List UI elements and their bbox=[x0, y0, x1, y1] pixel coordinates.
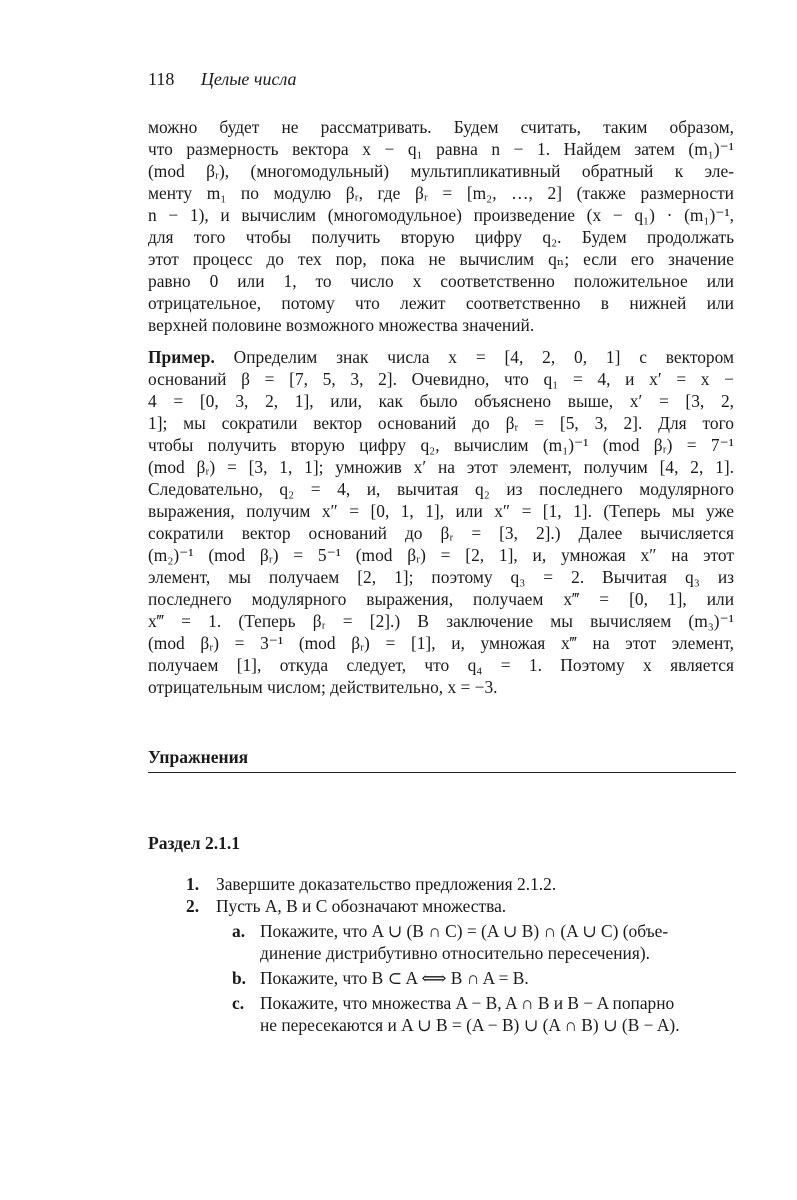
text-line: получаем [1], откуда следует, что q₄ = 1. Поэтому x является bbox=[148, 655, 734, 675]
example-line-text: Определим знак числа x = [4, 2, 0, 1] с вектором bbox=[214, 347, 734, 367]
text-line: (mod βᵣ), (многомодульный) мультипликативный обратный к эле- bbox=[148, 161, 734, 181]
text-line: (mod βᵣ) = [3, 1, 1]; умножив x′ на этот элемент, получим [4, 2, 1]. bbox=[148, 457, 734, 477]
text-line bbox=[148, 346, 734, 368]
text-line: отрицательное, потому что лежит соответственно в нижней или bbox=[148, 293, 734, 313]
exercise-item bbox=[186, 873, 556, 895]
example-paragraph bbox=[148, 346, 734, 698]
text-line: элемент, мы получаем [2, 1]; поэтому q₃ = 2. Вычитая q₃ из bbox=[148, 567, 734, 587]
subitem-continuation: динение дистрибутивно относительно пересечения). bbox=[260, 943, 651, 963]
text-line: равно 0 или 1, то число x соответственно положительное или bbox=[148, 271, 734, 291]
exercise-text: Пусть A, B и C обозначают множества. bbox=[216, 896, 507, 916]
running-header bbox=[148, 68, 297, 90]
exercise-subitem bbox=[232, 967, 529, 989]
text-line: x‴ = 1. (Теперь βᵣ = [2].) В заключение мы вычисляем (m₃)⁻¹ bbox=[148, 611, 734, 631]
subitem-letter: b. bbox=[232, 968, 247, 988]
text-line: n − 1), и вычислим (многомодульное) произведение (x − q₁) · (m₁)⁻¹, bbox=[148, 205, 734, 225]
subitem-text: Покажите, что A ∪ (B ∩ C) = (A ∪ B) ∩ (A ∪ C) (объе- bbox=[260, 921, 669, 941]
exercise-subitem bbox=[232, 920, 668, 942]
text-line: последнего модулярного выражения, получаем x‴ = [0, 1], или bbox=[148, 589, 734, 609]
exercises-heading: Упражнения bbox=[148, 747, 249, 767]
text-line: (m₂)⁻¹ (mod βᵣ) = 5⁻¹ (mod βᵣ) = [2, 1], и, умножая x″ на этот bbox=[148, 545, 734, 565]
text-line: верхней половине возможного множества значений. bbox=[148, 315, 535, 335]
paragraph-1 bbox=[148, 116, 734, 336]
example-label: Пример. bbox=[148, 347, 215, 367]
running-title: Целые числа bbox=[200, 69, 297, 89]
section-heading: Раздел 2.1.1 bbox=[148, 833, 240, 853]
text-line: 4 = [0, 3, 2, 1], или, как было объяснено выше, x′ = [3, 2, bbox=[148, 391, 734, 411]
exercise-number: 2. bbox=[186, 896, 200, 916]
text-line: менту m₁ по модулю βᵣ, где βᵣ = [m₂, …, 2] (также размерности bbox=[148, 183, 734, 203]
text-line: для того чтобы получить вторую цифру q₂. Будем продолжать bbox=[148, 227, 734, 247]
subitem-letter: c. bbox=[232, 993, 245, 1013]
text-line: оснований β = [7, 5, 3, 2]. Очевидно, что q₁ = 4, и x′ = x − bbox=[148, 369, 734, 389]
text-line: выражения, получим x″ = [0, 1, 1], или x″ = [1, 1]. (Теперь мы уже bbox=[148, 501, 734, 521]
text-line: Следовательно, q₂ = 4, и, вычитая q₂ из последнего модулярного bbox=[148, 479, 734, 499]
subitem-letter: a. bbox=[232, 921, 246, 941]
subitem-continuation: не пересекаются и A ∪ B = (A − B) ∪ (A ∩ B) ∪ (B − A). bbox=[260, 1015, 680, 1035]
text-line: этот процесс до тех пор, пока не вычислим qₙ; если его значение bbox=[148, 249, 734, 269]
text-line: 1]; мы сократили вектор оснований до βᵣ = [5, 3, 2]. Для того bbox=[148, 413, 734, 433]
page-number: 118 bbox=[148, 69, 175, 89]
exercise-text: Завершите доказательство предложения 2.1.2. bbox=[216, 874, 557, 894]
text-line: (mod βᵣ) = 3⁻¹ (mod βᵣ) = [1], и, умножая x‴ на этот элемент, bbox=[148, 633, 734, 653]
text-line: можно будет не рассматривать. Будем считать, таким образом, bbox=[148, 117, 734, 137]
subitem-text: Покажите, что B ⊂ A ⟺ B ∩ A = B. bbox=[260, 968, 529, 988]
heading-rule bbox=[148, 772, 736, 773]
text-line: чтобы получить вторую цифру q₂, вычислим (m₁)⁻¹ (mod βᵣ) = 7⁻¹ bbox=[148, 435, 734, 455]
text-line: что размерность вектора x − q₁ равна n − 1. Найдем затем (m₁)⁻¹ bbox=[148, 139, 734, 159]
text-line: отрицательным числом; действительно, x = −3. bbox=[148, 677, 498, 697]
text-line: сократили вектор оснований до βᵣ = [3, 2].) Далее вычисляется bbox=[148, 523, 734, 543]
exercise-item bbox=[186, 895, 506, 917]
exercise-number: 1. bbox=[186, 874, 200, 894]
exercise-subitem bbox=[232, 992, 674, 1014]
subitem-text: Покажите, что множества A − B, A ∩ B и B − A попарно bbox=[260, 993, 675, 1013]
